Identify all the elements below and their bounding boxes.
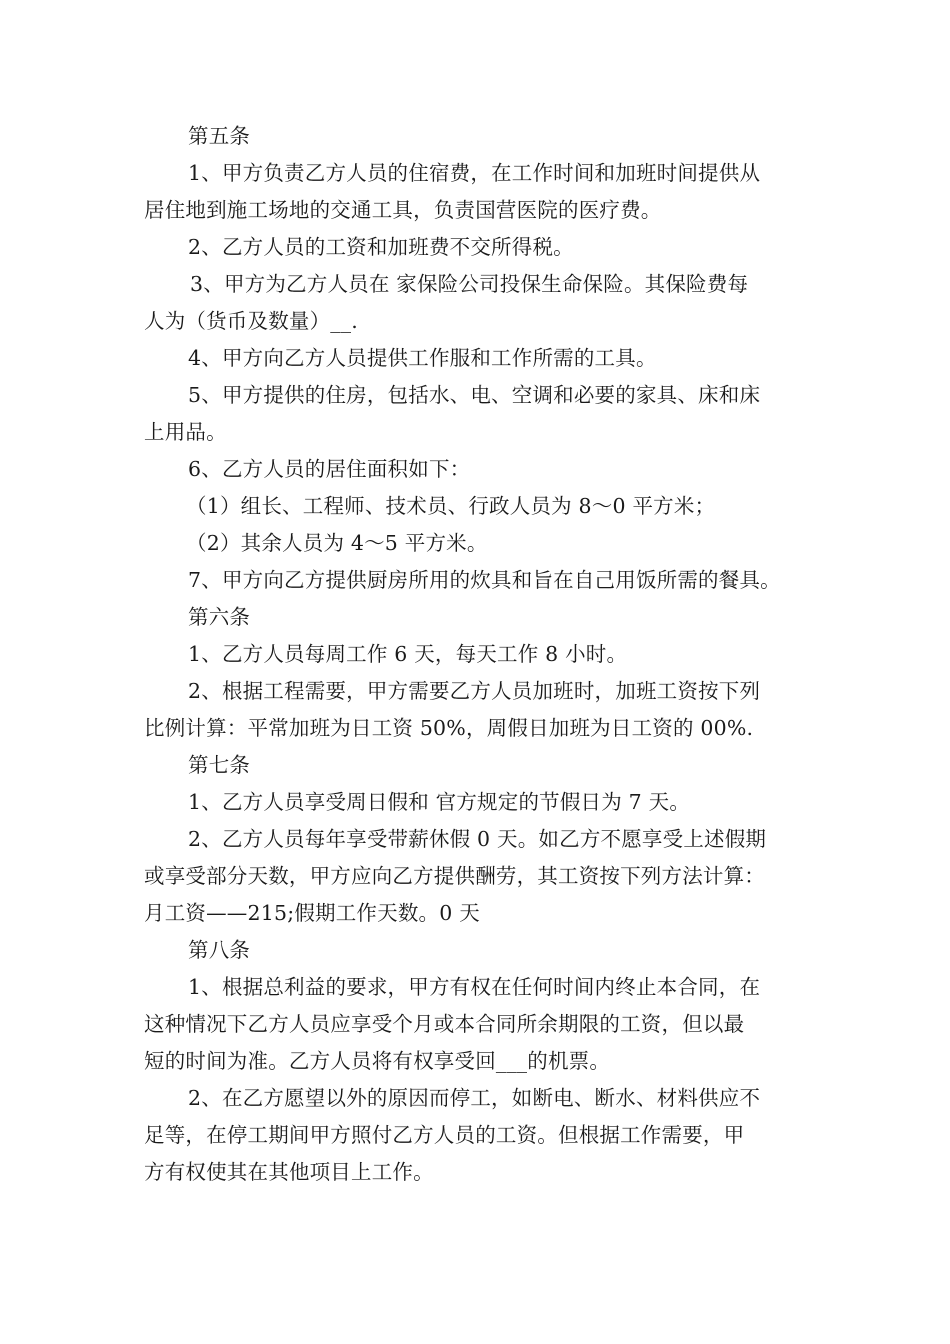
article-six-heading: 第六条 <box>188 605 251 629</box>
article-seven-heading: 第七条 <box>188 753 251 777</box>
article-eight-item-1: 1、根据总利益的要求，甲方有权在任何时间内终止本合同，在 <box>188 975 761 999</box>
article-five-item-3-cont: 人为（货币及数量）__. <box>144 309 358 333</box>
article-eight-item-1-cont: 这种情况下乙方人员应享受个月或本合同所余期限的工资，但以最 <box>144 1012 745 1036</box>
article-eight-item-2: 2、在乙方愿望以外的原因而停工，如断电、断水、材料供应不 <box>188 1086 761 1110</box>
article-eight-item-1-cont-2: 短的时间为准。乙方人员将有权享受回___的机票。 <box>144 1049 611 1073</box>
article-six-item-1: 1、乙方人员每周工作 6 天，每天工作 8 小时。 <box>188 642 628 666</box>
article-five-item-1-cont: 居住地到施工场地的交通工具，负责国营医院的医疗费。 <box>144 198 662 222</box>
article-five-item-4: 4、甲方向乙方人员提供工作服和工作所需的工具。 <box>188 346 657 370</box>
article-five-item-3: 3、甲方为乙方人员在 家保险公司投保生命保险。其保险费每 <box>190 272 749 296</box>
article-five-item-5-cont: 上用品。 <box>144 420 227 444</box>
document-page <box>144 118 824 1191</box>
article-seven-item-2-cont: 或享受部分天数，甲方应向乙方提供酬劳，其工资按下列方法计算： <box>144 864 765 888</box>
article-seven-item-1: 1、乙方人员享受周日假和 官方规定的节假日为 7 天。 <box>188 790 691 814</box>
article-five-item-6: 6、乙方人员的居住面积如下： <box>188 457 471 481</box>
article-six-item-2: 2、根据工程需要，甲方需要乙方人员加班时，加班工资按下列 <box>188 679 761 703</box>
article-five-heading: 第五条 <box>188 124 251 148</box>
article-five-item-6-sub-2: （2）其余人员为 4～5 平方米。 <box>186 531 488 555</box>
article-five-item-6-sub-1: （1）组长、工程师、技术员、行政人员为 8～0 平方米； <box>186 494 716 518</box>
article-six-item-2-cont: 比例计算：平常加班为日工资 50%，周假日加班为日工资的 00%. <box>144 716 754 740</box>
article-eight-item-2-cont: 足等，在停工期间甲方照付乙方人员的工资。但根据工作需要，甲 <box>144 1123 745 1147</box>
article-five-item-7: 7、甲方向乙方提供厨房所用的炊具和旨在自己用饭所需的餐具。 <box>188 568 781 592</box>
article-five-item-2: 2、乙方人员的工资和加班费不交所得税。 <box>188 235 574 259</box>
article-seven-item-2-cont-2: 月工资——215;假期工作天数。0 天 <box>144 901 480 925</box>
article-eight-heading: 第八条 <box>188 938 251 962</box>
article-five-item-1: 1、甲方负责乙方人员的住宿费，在工作时间和加班时间提供从 <box>188 161 761 185</box>
article-eight-item-2-cont-2: 方有权使其在其他项目上工作。 <box>144 1160 434 1184</box>
article-seven-item-2: 2、乙方人员每年享受带薪休假 0 天。如乙方不愿享受上述假期 <box>188 827 767 851</box>
article-five-item-5: 5、甲方提供的住房，包括水、电、空调和必要的家具、床和床 <box>188 383 761 407</box>
